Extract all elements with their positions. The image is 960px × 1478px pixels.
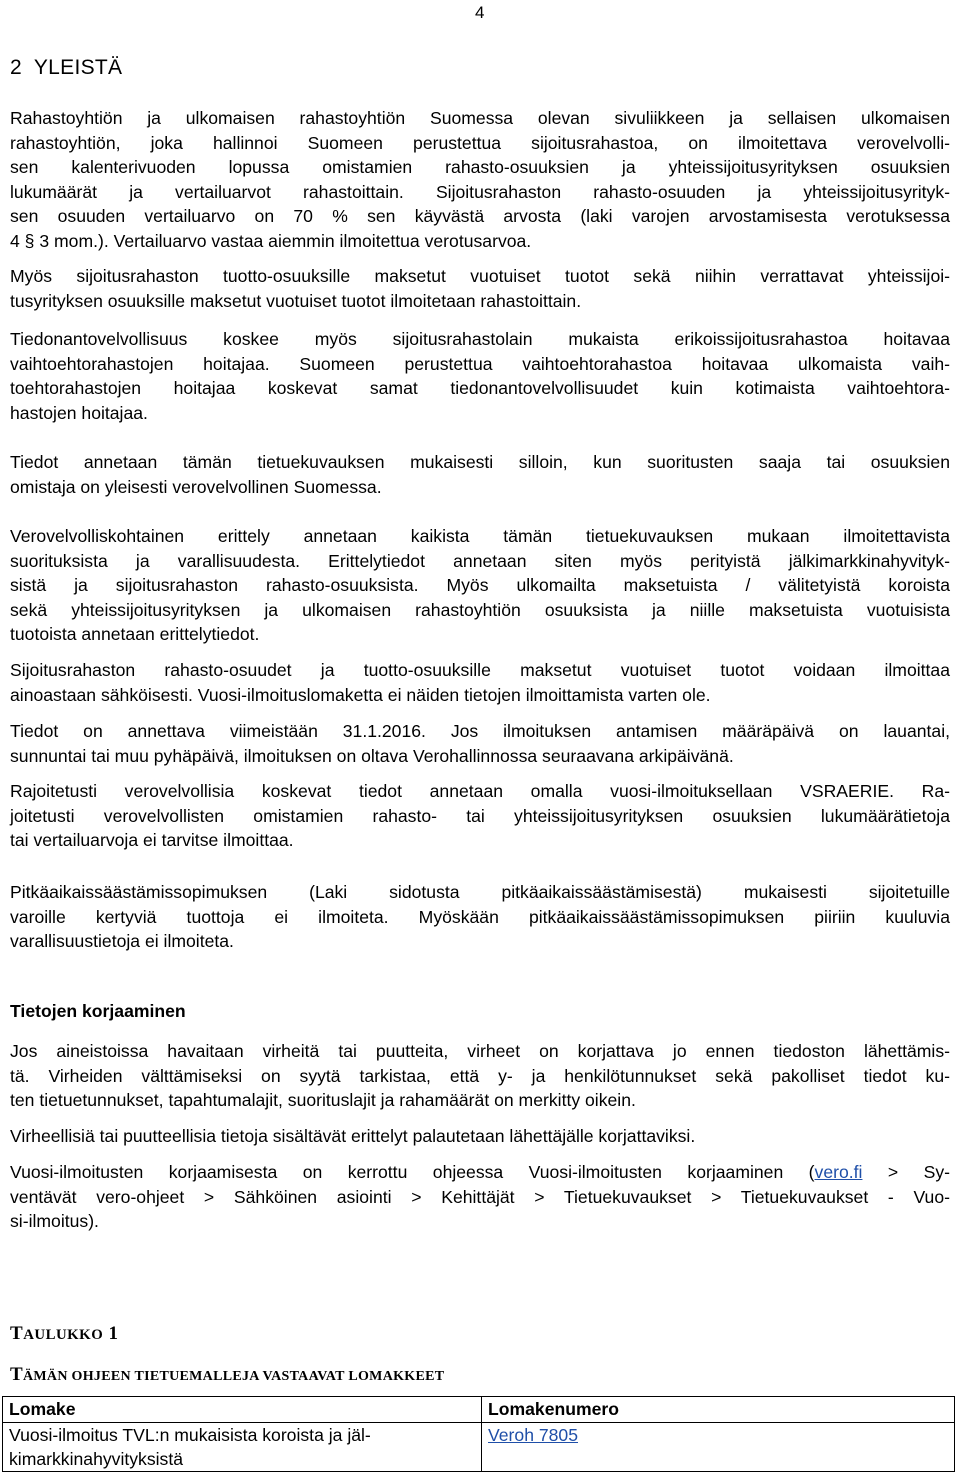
text-line: Rahastoyhtiön ja ulkomaisen rahastoyhtiön Suomessa olevan sivuliikkeen ja sellaisen ulkomaisen <box>10 108 950 128</box>
page-number: 4 <box>475 3 485 22</box>
column-header-form: Lomake <box>3 1397 482 1423</box>
text-line: ainoastaan sähköisesti. Vuosi-ilmoituslomaketta ei näiden tietojen ilmoittamista varten ole. <box>10 684 711 705</box>
correction-guide-paragraph: Vuosi-ilmoitusten korjaamisesta on kerrottu ohjeessa Vuosi-ilmoitusten korjaaminen (vero.fi > Sy- ventävät vero-ohjeet > Sähköinen asiointi > Kehittäjät > Tietuekuvaukset > Tietuekuvaukset - Vuo- si-ilmoitus). <box>10 1162 950 1231</box>
table-label: TAULUKKO 1 <box>10 1323 119 1344</box>
text-line: Myös sijoitusrahaston tuotto-osuuksille maksetut vuotuiset tuotot sekä niihin verrattavat yhteissijoi- <box>10 266 950 286</box>
section-heading: 2 YLEISTÄ <box>10 56 123 79</box>
yield-paragraph <box>10 264 950 313</box>
table-row <box>3 1423 955 1472</box>
text-line: sen osuuden vertailuarvo on 70 % sen käyvästä arvosta (laki varojen arvostamisesta verotuksessa <box>10 206 950 226</box>
text-line: Jos aineistoissa havaitaan virheitä tai puutteita, virheet on korjattava jo ennen tiedoston lähettämis- <box>10 1041 950 1061</box>
intro-paragraph <box>10 106 950 253</box>
text-line: Verovelvolliskohtainen erittely annetaan kaikista tämän tietuekuvauksen mukaan ilmoitettavista <box>10 526 950 546</box>
vero-fi-link[interactable]: vero.fi <box>814 1162 863 1182</box>
subsection-title: Tietojen korjaaminen <box>10 1001 186 1021</box>
text-line: Tiedot on annettava viimeistään 31.1.2016. Jos ilmoituksen antamisen määräpäivä on lauantai, <box>10 721 950 741</box>
text-line: tä. Virheiden välttämiseksi on syytä tarkistaa, että y- ja henkilötunnukset sekä pakolliset tiedot ku- <box>10 1065 950 1086</box>
deadline-paragraph <box>10 719 950 768</box>
text-line: lukumäärät ja vertailuarvot rahastoittain. Sijoitusrahaston rahasto-osuuden ja yhteissijoitusyrityk- <box>10 181 950 202</box>
text-line: tuotoista annetaan erittelytiedot. <box>10 624 260 644</box>
itemization-paragraph <box>10 524 950 647</box>
text-line: tusyrityksen osuuksille maksetut vuotuiset tuotot ilmoitetaan rahastoittain. <box>10 290 582 311</box>
text-line: Rajoitetusti verovelvollisia koskevat tiedot annetaan omalla vuosi-ilmoituksellaan VSRAERIE. Ra- <box>10 781 950 801</box>
limited-liability-paragraph <box>10 779 950 853</box>
text-line: varoille kertyviä tuottoja ei ilmoiteta. Myöskään pitkäaikaissäästämissopimuksen piiriin kuuluvia <box>10 906 950 927</box>
aif-paragraph <box>10 327 950 425</box>
text-line: ten tietuetunnukset, tapahtumalajit, suorituslajit ja rahamäärät on merkitty oikein. <box>10 1090 636 1110</box>
text-line: Tiedonantovelvollisuus koskee myös sijoitusrahastolain mukaista erikoissijoitusrahastoa hoitavaa <box>10 329 950 349</box>
table-header-row <box>3 1397 955 1423</box>
table-title: TÄMÄN OHJEEN TIETUEMALLEJA VASTAAVAT LOMAKKEET <box>10 1364 445 1385</box>
invalid-data-paragraph <box>10 1124 950 1149</box>
text-line: Pitkäaikaissäästämissopimuksen (Laki sidotusta pitkäaikaissäästämisestä) mukaisesti sijoitetuille <box>10 882 950 902</box>
text-line: omistaja on yleisesti verovelvollinen Suomessa. <box>10 476 382 497</box>
text-line: tai vertailuarvoja ei tarvitse ilmoittaa. <box>10 830 294 850</box>
text-line: toehtorahastojen hoitajaa koskevat samat tiedonantovelvollisuudet kuin kotimaista vaihtoehtora- <box>10 378 950 398</box>
text-line: sistä ja sijoitusrahaston rahasto-osuuksista. Myös ulkomailta maksetuista / välitetyistä koroista <box>10 575 950 595</box>
text-line: sen kalenterivuoden lopussa omistamien rahasto-osuuksien ja yhteissijoitusyrityksen osuuksien <box>10 157 950 177</box>
text-line: sunnuntai tai muu pyhäpäivä, ilmoituksen on oltava Verohallinnossa seuraavana arkipäivänä. <box>10 745 734 766</box>
text-line: 4 § 3 mom.). Vertailuarvo vastaa aiemmin ilmoitettua verotusarvoa. <box>10 230 532 251</box>
text-line: suorituksista ja varallisuudesta. Erittelytiedot annetaan siten myös perityistä jälkimarkkinahyvityk- <box>10 550 950 571</box>
text-line: vaihtoehtorahastojen hoitajaa. Suomeen perustettua vaihtoehtorahastoa hoitavaa ulkomaista vaih- <box>10 353 950 374</box>
long-term-savings-paragraph <box>10 880 950 954</box>
correction-paragraph <box>10 1039 950 1113</box>
electronic-only-paragraph <box>10 658 950 707</box>
forms-table <box>2 1396 955 1472</box>
form-name-cell: Vuosi-ilmoitus TVL:n mukaisista koroista ja jäl- kimarkkinahyvityksistä <box>3 1423 482 1472</box>
text-line: rahastoyhtiön, joka hallinnoi Suomeen perustettua sijoitusrahastoa, on ilmoitettava verovelvolli- <box>10 132 950 153</box>
text-line: Virheellisiä tai puutteellisia tietoja sisältävät erittelyt palautetaan lähettäjälle korjattaviksi. <box>10 1126 696 1146</box>
form-number-link[interactable]: Veroh 7805 <box>488 1425 579 1445</box>
column-header-form-number: Lomakenumero <box>482 1397 955 1423</box>
form-number-cell <box>482 1423 955 1472</box>
text-line: Tiedot annetaan tämän tietuekuvauksen mukaisesti silloin, kun suoritusten saaja tai osuuksien <box>10 452 950 472</box>
text-line: Sijoitusrahaston rahasto-osuudet ja tuotto-osuuksille maksetut vuotuiset tuotot voidaan ilmoittaa <box>10 660 950 680</box>
scope-paragraph <box>10 450 950 499</box>
text-line: varallisuustietoja ei ilmoiteta. <box>10 931 234 951</box>
text-line: sekä yhteissijoitusyrityksen ja ulkomaisen rahastoyhtiön osuuksista ja niille maksetuista vuotuisista <box>10 599 950 620</box>
text-line: joitetusti verovelvollisten omistamien rahasto- tai yhteissijoitusyrityksen osuuksien lukumäärätietoja <box>10 805 950 826</box>
text-line: hastojen hoitajaa. <box>10 402 148 423</box>
